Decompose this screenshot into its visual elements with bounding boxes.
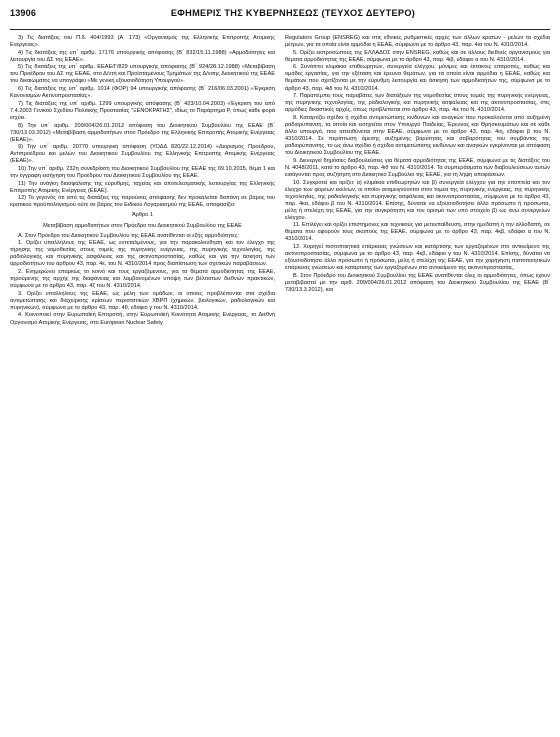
paragraph: 12) Το γεγονός ότι από τις διατάξεις της παρούσας απόφασης δεν προκαλείται δαπάνη σε βάρος του κρατικού προϋπολογισμού ούτε σε βάρος του Ειδικού Λογαριασμού της ΕΕΑΕ, αποφασίζει: — [10, 195, 275, 209]
paragraph: 3) Τις διατάξεις του Π.δ. 404/1993 (Α΄ 173) «Οργανισμός της Ελληνικής Επιτροπής Ατομικής Ενέργειας». — [10, 35, 275, 49]
paragraph: 10. Συγκροτεί και ορίζει: α) κλιμάκια επιθεωρητών και β) συνεργεία ελέγχου για την εποπτεία και τον έλεγχο των φορέων εκείνων, οι οποίοι αναμειγνύονται στον τομέα της πυρηνικής ενέργειας, της πυρηνικής τεχνολογίας, της ραδιολογικής και πυρηνικής ασφάλειας και ακτινοπροστασίας, σύμφωνα με το άρθρο 43, παρ. 4κα, εδάφιο β του Ν. 4310/2014. Επίσης, δύναται να εξουσιοδοτήσει άλλο πρόσωπο ή πρόσωπα, μέλη ή στελέχη της ΕΕΑΕ, για την συγκρότηση και τον ορισμό των υπό στοιχείο β) ως άνω συνεργείων ελέγχου. — [285, 179, 550, 221]
paragraph: 5. Ορίζει εκπροσώπους της ΕΛΛΑΔΟΣ στην ENSREG, καθώς και σε άλλους διεθνείς οργανισμούς για θέματα αρμοδιότητας της ΕΕΑΕ, σύμφωνα με το άρθρο 43, παρ. 4ιβ, εδάφιο α του Ν. 4310/2014. — [285, 49, 550, 63]
paragraph: 1. Ορίζει υπαλλήλους της ΕΕΑΕ, ως εντεταλμένους, για την παρακολούθηση και τον έλεγχο της τήρησης της νομοθεσίας στους τομείς της πυρηνικής ενέργειας, της πυρηνικής τεχνολογίας, της ραδιολογικής και πυρηνικής ασφάλειας και της ακτινοπροστασίας, καθώς και για την άσκηση των αρμοδιοτήτων του άρθρου 43, παρ. 4ε, του Ν. 4310/2014 προς διαπίστωση των σχετικών παραβάσεων. — [10, 240, 275, 268]
journal-title: ΕΦΗΜΕΡΙΣ ΤΗΣ ΚΥΒΕΡΝΗΣΕΩΣ (ΤΕΥΧΟΣ ΔΕΥΤΕΡΟ) — [170, 8, 416, 18]
paragraph: 8) Την υπ΄ αριθμ. 209/004/26.01.2012 απόφαση του Διοικητικού Συμβουλίου της ΕΕΑΕ (Β΄ 730/13.03.2012) «Μεταβίβαση αρμοδιοτήτων στον Πρόεδρο της Ελληνικής Επιτροπής Ατομικής Ενέργειας (ΕΕΑΕ)». — [10, 122, 275, 143]
page-header — [10, 8, 550, 30]
paragraph: 11. Επιλέγει και ορίζει επιστήμονες και τεχνικούς για μετεκπαίδευση, στην ημεδαπή ή την αλλοδαπή, σε θέματα που αφορούν τους σκοπούς της ΕΕΑΕ, σύμφωνα με το άρθρο 43, παρ. 4κβ, εδάφιο α του Ν. 4310/2014. — [285, 222, 550, 243]
paragraph: Α. Στον Πρόεδρο του Διοικητικού Συμβουλίου της ΕΕΑΕ ανατίθενται οι εξής αρμοδιότητες: — [18, 232, 239, 239]
paragraph: 6) Τις διατάξεις της υπ΄ αριθμ. 1014 (ΦΟΡ) 94 υπουργικής απόφασης (Β΄ 216/06.03.2001) «Έγκριση Κανονισμών Ακτινοπροστασίας». — [10, 86, 275, 100]
article-title: Μεταβίβαση αρμοδιοτήτων στον Πρόεδρο του Διοικητικού Συμβουλίου της ΕΕΑΕ — [43, 222, 242, 229]
paragraph: 5) Τις διατάξεις της υπ΄ αριθμ. ΕΕΑΕ/Γ/829 υπουργικής απόφασης (Β΄ 924/28.12.1988) «Μεταβίβαση του Προέδρου του ΔΣ της ΕΕΑΕ, στο Δ/ντή και Προϊσταμένους Τμημάτων της Δ/νσης Διοικητικού της ΕΕΑΕ του δικαιώματος να υπογράφει «Με γενική εξουσιοδότηση Υπουργού». — [10, 64, 275, 85]
paragraph: Β. Στον Πρόεδρο του Διοικητικού Συμβουλίου της ΕΕΑΕ ανατίθενται όλες οι αρμοδιότητες, όπως έχουν μεταβιβαστεί με την αριθ. 209/004/26.01.2012 απόφαση του Διοικητικού Συμβουλίου της ΕΕΑΕ (Β΄ 730/13.3.2012), και — [285, 272, 550, 293]
page-number: 13906 — [10, 8, 37, 18]
paragraph: 7) Τις διατάξεις της υπ΄ αριθμ. 1299 υπουργικής απόφασης (Β΄ 423/10.04.2003) «Έγκριση του από 7.4.2003 Γενικού Σχεδίου Πολιτικής Προστασίας "ΞΕΝΟΚΡΑΤΗΣ", ιδίως το Παράρτημα Ρ, όπως κάθε φορά ισχύει. — [10, 100, 275, 121]
paragraph: 9) Την υπ΄ αριθμ. 20770 υπουργική απόφαση (ΥΟΔΔ 820/22.12.2014) «Διορισμός Προέδρου, Αντιπροέδρου και μελών του Διοικητικού Συμβουλίου της Ελληνικής Επιτροπής Ατομικής Ενέργειας (ΕΕΑΕ)». — [10, 144, 275, 165]
right-column — [285, 35, 550, 737]
article-heading: Άρθρο 1 — [132, 212, 153, 219]
paragraph: 4) Τις διατάξεις της υπ΄ αριθμ. 17176 υπουργικής απόφασης (Β΄ 832/15.11.1988) «Αρμοδιότητες και λειτουργία του ΔΣ της ΕΕΑΕ». — [10, 49, 275, 63]
paragraph: Regulators Group (ENSREG) και στις εθνικές ρυθμιστικές αρχές των άλλων κρατών - μελών τα σχέδια μέτρων, για τα οποία είναι αρμόδια η ΕΕΑΕ, σύμφωνα με το άρθρο 43, παρ. 4ια του Ν. 4310/2014. — [285, 35, 550, 49]
paragraph: 11) Την ανάγκη διασφάλισης της εύρυθμης, ταχείας και αποτελεσματικής λειτουργίας της Ελληνικής Επιτροπής Ατομικής Ενέργειας (ΕΕΑΕ). — [10, 180, 275, 194]
paragraph: 6. Συνάπτει κλιμάκια επιθεωρητών, συνεργεία ελέγχου, μόνιμες και έκτακτες επιτροπές, καθώς και ομάδες εργασίας, για την εξέταση και έρευνα θεμάτων, για τα οποία είναι αρμόδια η ΕΕΑΕ, καθώς και θεμάτων που σχετίζονται με την εύρυθμη λειτουργία και άσκηση των αρμοδιοτήτων της, σύμφωνα με το άρθρο 43, παρ. 4ιδ του Ν. 4310/2014. — [285, 64, 550, 92]
text-columns — [10, 35, 550, 737]
paragraph: 10) Την υπ΄ αριθμ. 232η συνεδρίαση του Διοικητικού Συμβουλίου της ΕΕΑΕ της 09.10.2015, θέμα 1 και την έγγραφη εισήγηση του Προέδρου του Διοικητικού Συμβουλίου της ΕΕΑΕ. — [10, 166, 275, 180]
left-column — [10, 35, 275, 737]
paragraph: 7. Παραπέμπει τους παραβάτες των διατάξεων της νομοθεσίας στους τομείς της πυρηνικής ενέργειας, της πυρηνικής τεχνολογίας, της ραδιολογικής και πυρηνικής ασφάλειας και της ακτινοπροστασίας, στις αρμόδιες δικαστικές αρχές, όπως προβλέπεται στο άρθρο 43, παρ. 4ιε του Ν. 4310/2014. — [285, 93, 550, 114]
paragraph: 2. Ενημερώνει επαρκώς το κοινό και τους εργαζόμενους, για τα θέματα αρμοδιότητας της ΕΕΑΕ, τηρούμενης της αρχής της διαφάνειας και λαμβανομένων υπόψη των βέλτιστων διεθνών πρακτικών, σύμφωνα με το άρθρο 43, παρ. 4ζ του Ν. 4310/2014. — [10, 268, 275, 290]
paragraph: 8. Καταρτίζει σχέδιο ή σχέδια αντιμετώπισης κινδύνων και αναγκών που προκαλούνται από αυξημένη ραδιορύπανση, τα οποία και εισηγείται στον Υπουργό Παιδείας, Έρευνας και Θρησκευμάτων και σε κάθε άλλο υπουργό, που απευθύνεται στην ΕΕΑΕ, σύμφωνα με το άρθρο 43, παρ. 4ιη, εδάφιο β του Ν. 4310/2014. Σε περίπτωση άμεσης αυξημένης βαρύτητας και σοβαρότητας του συμβάντος της ραδιορύπανσης, το ως άνω σχέδιο ή σχέδια αντιμετώπισης κινδύνων και αναγκών εγκρίνονται με απόφαση του Διοικητικού Συμβουλίου της ΕΕΑΕ. — [285, 114, 550, 157]
paragraph: 3. Ορίζει υπαλλήλους της ΕΕΑΕ, ως μέλη των ομάδων, οι οποίες προβλέπονται στα σχέδια αντιμετώπισης και διαχείρισης κρίσεων περιστατικών ΧΒΡΠ (χημικών, βιολογικών, ραδιολογικών και πυρηνικών), σύμφωνα με το άρθρο 43, παρ. 4θ, εδάφιο γ του Ν. 4310/2014. — [10, 290, 275, 311]
paragraph: 12. Χορηγεί πιστοποιητικά επάρκειας γνώσεων και κατάρτισης των εργαζομένων στο αντικείμενο της ακτινοπροστασίας, σύμφωνα με το άρθρο 43, παρ. 4κβ, εδάφιο γ του Ν. 4310/2014. Επίσης, δύναται να εξουσιοδοτήσει άλλο πρόσωπο ή πρόσωπα, μέλη ή στελέχη της ΕΕΑΕ, για την χορήγηση πιστοποιητικών επάρκειας γνώσεων και κατάρτισης των εργαζομένων στο αντικείμενο της ακτινοπροστασίας. — [285, 244, 550, 272]
paragraph: 4. Κοινοποιεί στην Ευρωπαϊκή Επιτροπή, στην Ευρωπαϊκή Κοινότητα Ατομικής Ενέργειας, το Διεθνή Οργανισμό Ατομικής Ενέργειας, στο European Nuclear Safety — [10, 312, 275, 326]
paragraph: 9. Διενεργεί δημόσιες διαβουλεύσεις για θέματα αρμοδιότητας της ΕΕΑΕ, σύμφωνα με τις διατάξεις του Ν. 4048/2011, κατά το άρθρο 43, παρ. 4ιθ του Ν. 4310/2014. Τα συμπεράσματα των διαβουλεύσεων αυτών εισάγονται προς συζήτηση στο Διοικητικό Συμβούλιο της ΕΕΑΕ, για τη λήψη αποφάσεων. — [285, 157, 550, 178]
